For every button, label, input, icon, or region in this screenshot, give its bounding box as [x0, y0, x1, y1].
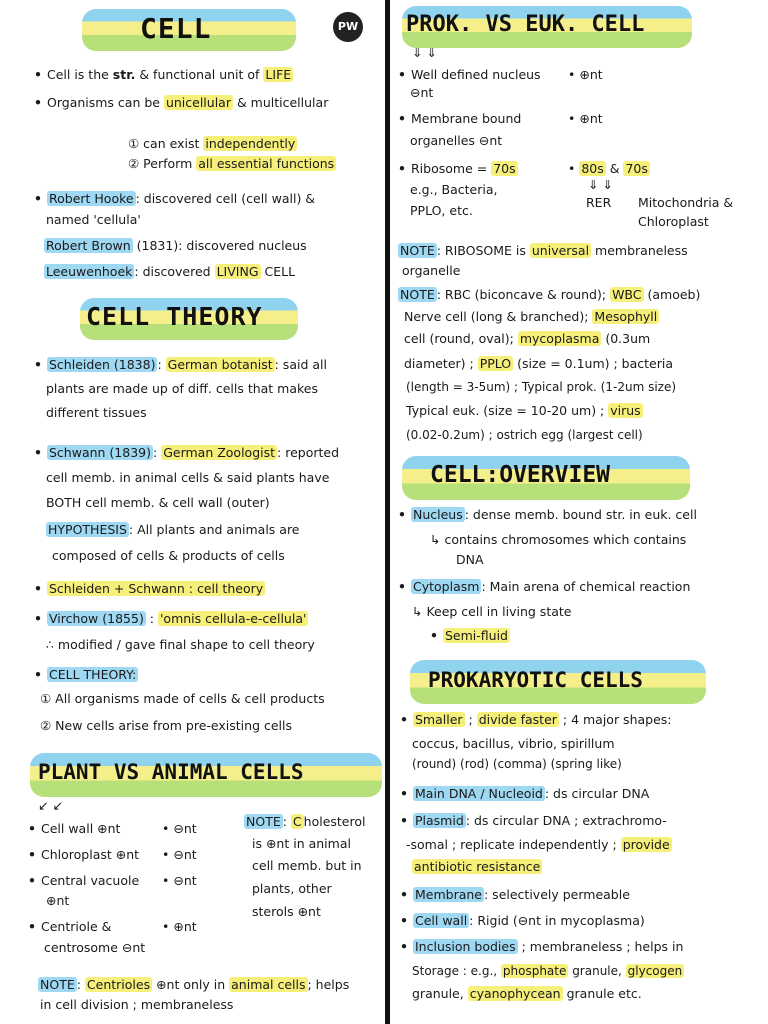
nucleus-overview-3: DNA: [456, 552, 484, 567]
schwann-line-3: BOTH cell memb. & cell wall (outer): [46, 495, 270, 510]
chloroplast-animal: • ⊖nt: [162, 847, 197, 862]
cell-title: CELL: [140, 12, 212, 45]
cell-def: • Cell is the str. & functional unit of LIFE: [34, 66, 293, 84]
mito-label: Mitochondria &: [638, 195, 734, 210]
organelle-euk: • ⊕nt: [568, 111, 603, 126]
size-note: NOTE : RBC (biconcave & round); WBC (amoeb): [400, 287, 701, 302]
size-note-5: (length = 3-5um) ; Typical prok. (1-2um size): [406, 380, 677, 394]
column-divider: [385, 0, 390, 1024]
cell-theory-title: CELL THEORY: [86, 302, 263, 331]
centrosome-row: centrosome ⊖nt: [44, 940, 146, 955]
schleiden-line: • Schleiden (1838) : German botanist : said all: [34, 356, 327, 374]
vacuole-animal: • ⊖nt: [162, 873, 197, 888]
brown-line: Robert Brown (1831): discovered nucleus: [46, 238, 307, 253]
cholesterol-note-2: is ⊕nt in animal: [252, 836, 351, 851]
prok-nucleoid: • Main DNA / Nucleoid : ds circular DNA: [400, 785, 649, 803]
centriole-row: • Centriole &: [28, 918, 111, 936]
theory-point-1: ① All organisms made of cells & cell products: [40, 691, 325, 706]
prok-inclusion: • Inclusion bodies ; membraneless ; helps in: [400, 938, 683, 956]
overview-title: CELL:OVERVIEW: [430, 462, 611, 488]
schleiden-schwann-line: • Schleiden + Schwann : cell theory: [34, 580, 265, 598]
ribosome-arrows: ⇓ ⇓: [588, 177, 613, 192]
nucleus-prok: ⊖nt: [410, 85, 434, 100]
plant-animal-arrows: ↙ ↙: [38, 798, 63, 813]
organelle-row: • Membrane bound: [398, 110, 521, 128]
ribosome-eg: e.g., Bacteria,: [410, 182, 498, 197]
uni-point-1: ① can exist independently: [128, 136, 296, 151]
prokaryotic-title: PROKARYOTIC CELLS: [428, 668, 643, 692]
organelle-prok: organelles ⊖nt: [410, 133, 503, 148]
nucleus-row: • Well defined nucleus: [398, 66, 541, 84]
centriole-note-2: in cell division ; membraneless: [40, 997, 234, 1012]
theory-point-2: ② New cells arise from pre-existing cells: [40, 718, 293, 733]
organisms-line: • Organisms can be unicellular & multicellular: [34, 94, 328, 112]
cytoplasm-overview-3: • Semi-fluid: [430, 627, 510, 645]
chloroplast-label: Chloroplast: [638, 214, 709, 229]
cholesterol-note-5: sterols ⊕nt: [252, 904, 321, 919]
hypothesis-line: HYPOTHESIS : All plants and animals are: [48, 522, 300, 537]
cholesterol-note-3: cell memb. but in: [252, 858, 362, 873]
nucleus-euk: • ⊕nt: [568, 67, 603, 82]
cytoplasm-overview-2: ↳ Keep cell in living state: [412, 604, 572, 619]
cholesterol-note-4: plants, other: [252, 881, 332, 896]
ribosome-row: • Ribosome = 70s: [398, 160, 518, 178]
nucleus-overview: • Nucleus : dense memb. bound str. in euk. cell: [398, 506, 697, 524]
prok-plasmid: • Plasmid : ds circular DNA ; extrachromo-: [400, 812, 667, 830]
schwann-line: • Schwann (1839) : German Zoologist : reported: [34, 444, 339, 462]
size-note-6: Typical euk. (size = 10-20 um) ; virus: [406, 403, 641, 418]
vacuole-row: • Central vacuole: [28, 872, 139, 890]
cell-wall-animal: • ⊖nt: [162, 821, 197, 836]
nucleus-overview-2: ↳ contains chromosomes which contains: [430, 532, 687, 547]
prok-euk-arrows: ⇓ ⇓: [412, 45, 437, 60]
virchow-line-2: ∴ modified / gave final shape to cell theory: [46, 637, 315, 652]
size-note-3: cell (round, oval); mycoplasma (0.3um: [404, 331, 651, 346]
prok-inclusion-3: granule, cyanophycean granule etc.: [412, 986, 642, 1001]
schleiden-line-2: plants are made up of diff. cells that makes: [46, 381, 319, 396]
schwann-line-2: cell memb. in animal cells & said plants have: [46, 470, 330, 485]
uni-point-2: ② Perform all essential functions: [128, 156, 335, 171]
virchow-line: • Virchow (1855) : 'omnis cellula-e-cellula': [34, 610, 308, 628]
plant-animal-title: PLANT VS ANIMAL CELLS: [38, 760, 304, 784]
size-note-2: Nerve cell (long & branched); Mesophyll: [404, 309, 658, 324]
hooke-line: • Robert Hooke : discovered cell (cell wall) &: [34, 190, 315, 208]
prok-inclusion-2: Storage : e.g., phosphate granule, glycogen: [412, 964, 683, 978]
size-note-7: (0.02-0.2um) ; ostrich egg (largest cell): [406, 428, 643, 442]
prok-membrane: • Membrane : selectively permeable: [400, 886, 630, 904]
pw-logo: PW: [333, 12, 363, 42]
hooke-line-2: named 'cellula': [46, 212, 141, 227]
prok-shapes: coccus, bacillus, vibrio, spirillum: [412, 736, 615, 751]
ribosome-eg-2: PPLO, etc.: [410, 203, 473, 218]
hypothesis-line-2: composed of cells & products of cells: [52, 548, 285, 563]
ribosome-note: NOTE : RIBOSOME is universal membraneless: [400, 243, 688, 258]
cell-theory-label: • CELL THEORY:: [34, 666, 138, 684]
centriole-animal: • ⊕nt: [162, 919, 197, 934]
cell-wall-row: • Cell wall ⊕nt: [28, 820, 120, 838]
prok-plasmid-2: -somal ; replicate independently ; provide: [406, 837, 670, 852]
ribosome-note-2: organelle: [402, 263, 461, 278]
right-column: [392, 0, 768, 1024]
prok-line-1: • Smaller ; divide faster ; 4 major shapes:: [400, 711, 672, 729]
centriole-note: NOTE : Centrioles ⊕nt only in animal cells ; helps: [40, 977, 350, 992]
prok-plasmid-3: antibiotic resistance: [414, 859, 541, 874]
rer-label: RER: [586, 195, 612, 210]
vacuole-plant: ⊕nt: [46, 893, 70, 908]
chloroplast-row: • Chloroplast ⊕nt: [28, 846, 139, 864]
prok-cell-wall: • Cell wall : Rigid (⊖nt in mycoplasma): [400, 912, 645, 930]
prok-shapes-2: (round) (rod) (comma) (spring like): [412, 757, 622, 771]
size-note-4: diameter) ; PPLO (size = 0.1um) ; bacteria: [404, 356, 673, 371]
ribosome-euk: • 80s & 70s: [568, 161, 648, 176]
cholesterol-note: NOTE : C holesterol: [246, 814, 366, 829]
leeuwenhoek-line: Leeuwenhoek : discovered LIVING CELL: [46, 264, 296, 279]
prok-euk-title: PROK. VS EUK. CELL: [406, 12, 645, 37]
cytoplasm-overview: • Cytoplasm : Main arena of chemical reaction: [398, 578, 690, 596]
schleiden-line-3: different tissues: [46, 405, 147, 420]
